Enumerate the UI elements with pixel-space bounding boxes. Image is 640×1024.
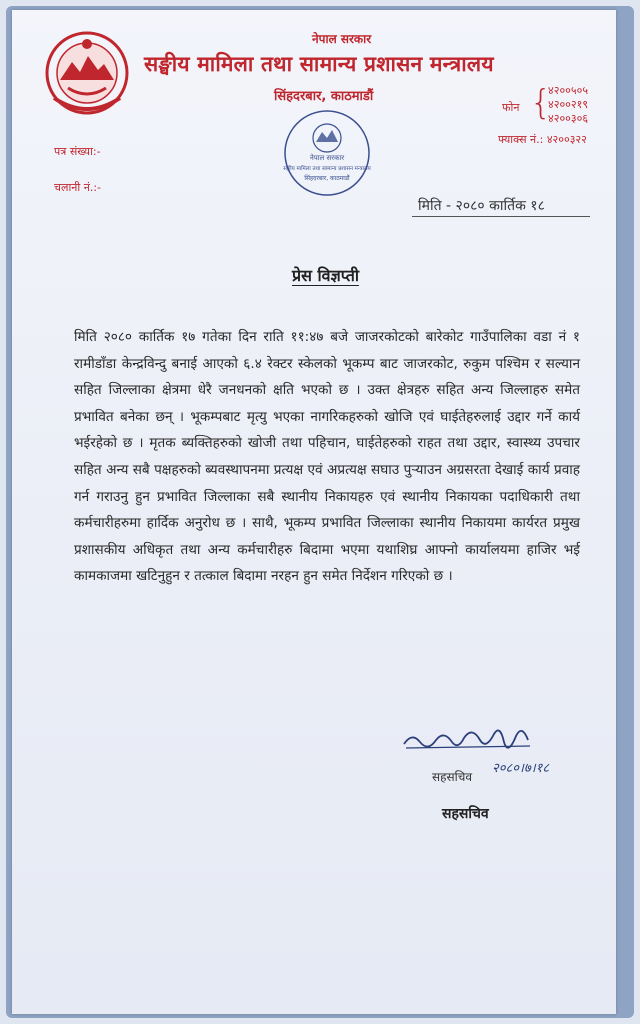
brace-glyph: { [530,83,552,123]
phone-label: फोन [502,101,520,114]
letter-date: मिति - २०८० कार्तिक १८ [418,198,545,214]
date-underline [412,216,590,217]
phone-number: ४२००३०६ [548,112,589,125]
letter-paper [12,10,616,1014]
press-release-heading: प्रेस विज्ञप्ती [292,266,359,285]
reference-number-label: पत्र संख्या:- [54,145,101,158]
phone-number: ४२००५०५ [548,84,589,97]
press-release-body: मिति २०८० कार्तिक १७ गतेका दिन राति ११:४७ बजे जाजरकोटको बारेकोट गाउँपालिका वडा नं १ रामीडाँडा केन्द्रविन्दु बनाई आएको ६.४ रेक्टर स्केलको भूकम्प बाट जाजरकोट, रुकुम पश्चिम र सल्यान सहित जिल्लाका क्षेत्रमा धेरै जनधनको क्षति भएको छ । उक्त क्षेत्रहरु सहित अन्य जिल्लाहरु समेत प्रभावित बनेका छन् । भूकम्पबाट मृत्यु भएका नागरिकहरुको खोजि एवं घाईतेहरुलाई उद्दार गर्ने कार्य भईरहेको छ । मृतक ब्यक्तिहरुको खोजी तथा पहिचान, घाईतेहरुको राहत तथा उद्दार, स्वास्थ्य उपचार सहित अन्य सबै पक्षहरुको ब्यवस्थापनमा प्रत्यक्ष एवं अप्रत्यक्ष सघाउ पुऱ्याउन अग्रसरता देखाई कार्य प्रवाह गर्न गराउनु हुन प्रभावित जिल्लाका सबै स्थानीय निकायहरु एवं स्थानीय निकायका पदाधिकारी तथा कर्मचारीहरुमा हार्दिक अनुरोध छ । साथै, भूकम्प प्रभावित जिल्लाका स्थानीय निकायमा कार्यरत प्रमुख प्रशासकीय अधिकृत तथा अन्य कर्मचारीहरु बिदामा भएमा यथाशिघ्र आफ्नो कार्यालयमा हाजिर भई कामकाजमा खटिनुहुन र तत्काल बिदामा नरहन हुन समेत निर्देशन गरिएको छ । [74,329,580,585]
phone-number: ४२००२१९ [548,98,589,111]
dispatch-number-label: चलानी नं.:- [54,181,102,194]
office-stamp-seal [282,108,372,198]
stamp-line-2: सङ्घीय मामिला तथा सामान्य प्रशासन मन्त्रालय [283,166,371,172]
signature-date: २०८०।७।१८ [492,761,550,776]
signatory-title: सहसचिव [432,770,472,784]
ministry-address: सिंहदरबार, काठमाडौं [274,89,374,104]
ministry-name: सङ्घीय मामिला तथा सामान्य प्रशासन मन्त्रालय [144,52,494,76]
nepal-emblem-logo [42,28,132,118]
signatory-designation: सहसचिव [442,806,489,822]
government-label: नेपाल सरकार [312,32,372,46]
handwritten-signature [400,722,570,782]
stamp-line-1: नेपाल सरकार [309,154,345,162]
stamp-line-3: सिंहदरबार, काठमाडौं [304,175,350,182]
fax-number: फ्याक्स नं.: ४२००३२२ [498,133,587,146]
phone-numbers [548,84,618,126]
